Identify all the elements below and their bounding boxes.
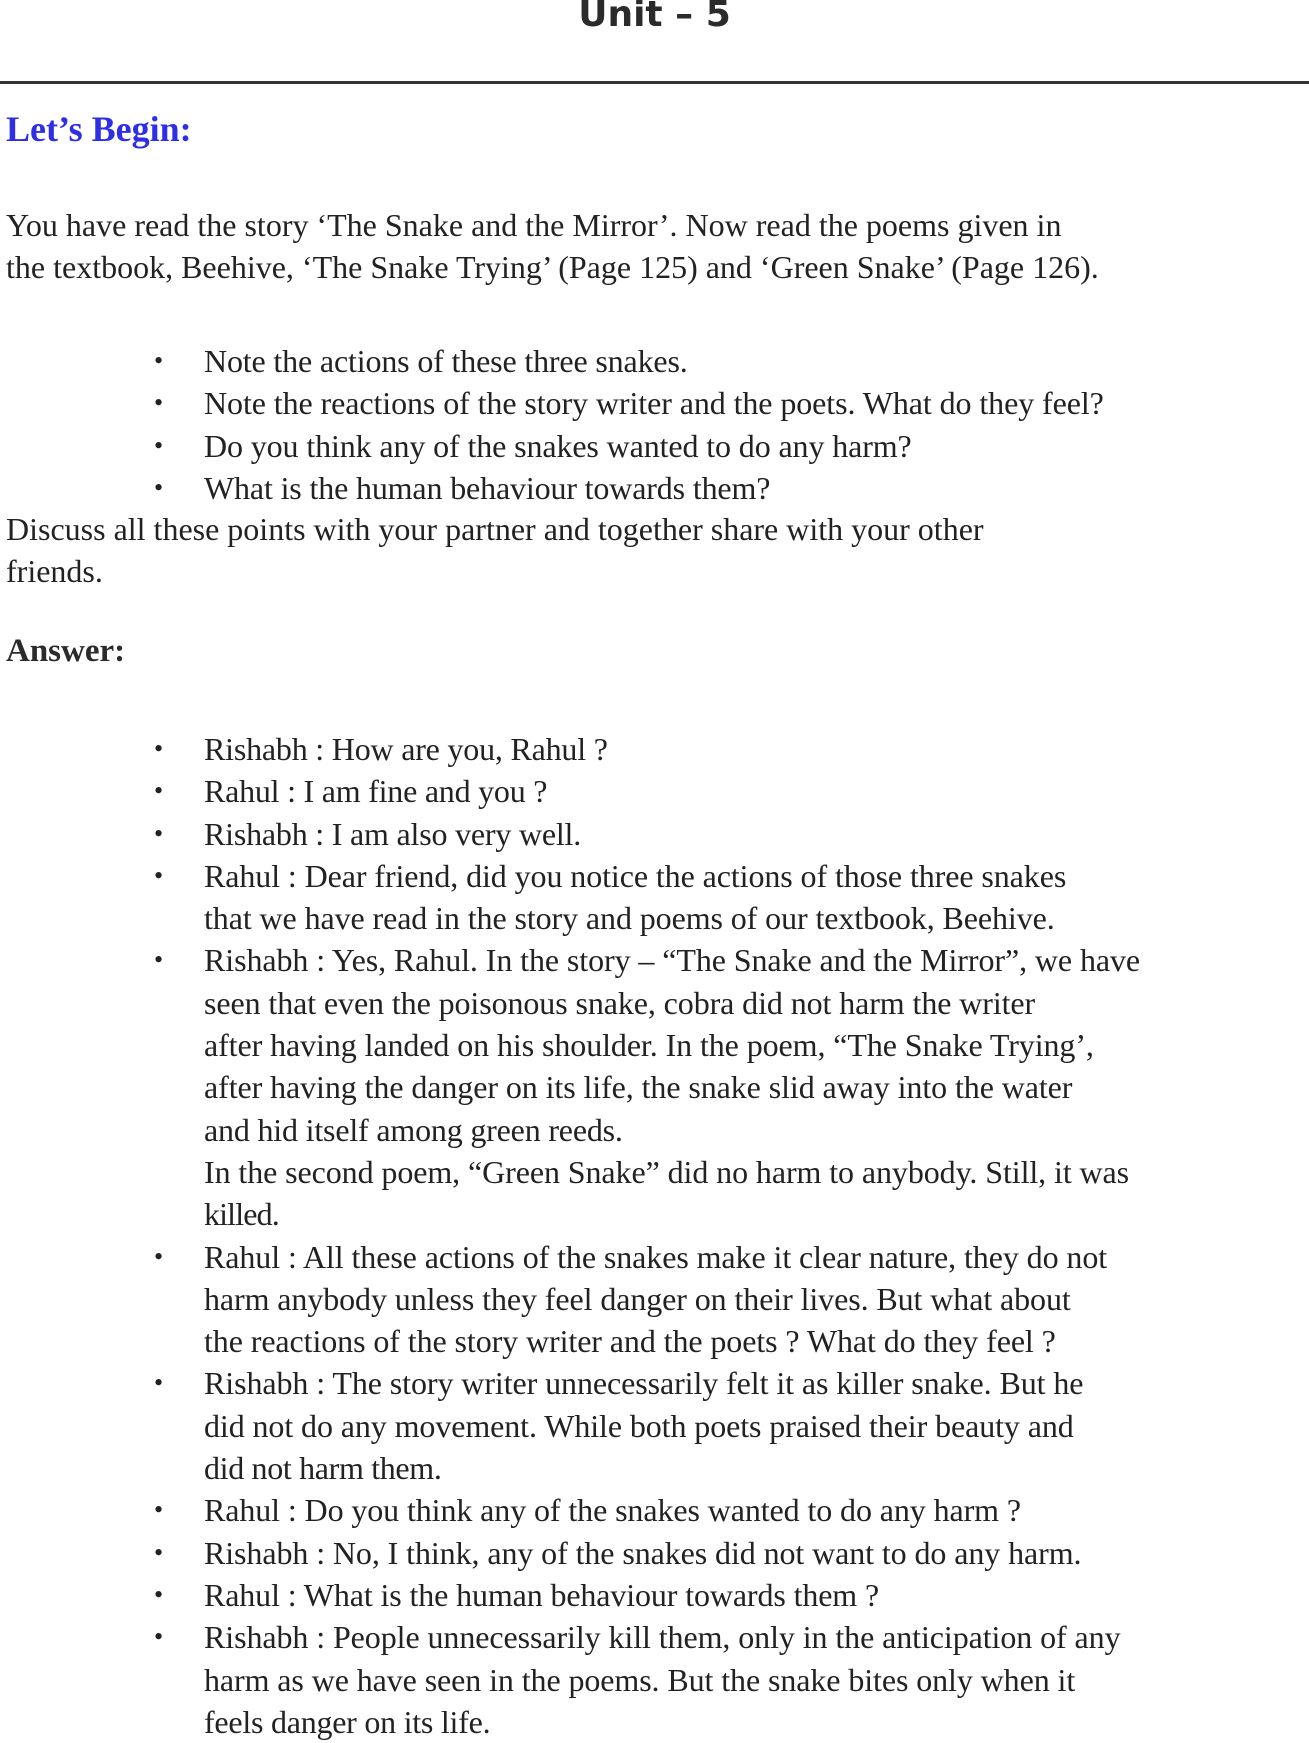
- bullet-icon: •: [154, 945, 164, 975]
- list-item: [6, 1362, 1306, 1489]
- list-item-line: feels danger on its life.: [204, 1703, 491, 1740]
- bullet-icon: •: [154, 1579, 164, 1609]
- list-item-line: seen that even the poisonous snake, cobra did not harm the writer: [204, 984, 1036, 1021]
- intro-paragraph: [6, 204, 1099, 289]
- list-item-line: Rahul : All these actions of the snakes make it clear nature, they do not: [204, 1238, 1108, 1275]
- list-item-line: Note the reactions of the story writer and the poets. What do they feel?: [204, 385, 1104, 422]
- bullet-icon: •: [154, 818, 164, 848]
- list-item-line: did not do any movement. While both poets praised their beauty and: [204, 1407, 1074, 1444]
- list-item: [6, 425, 1306, 467]
- bullet-icon: •: [154, 430, 164, 460]
- list-item: [6, 1532, 1306, 1574]
- list-item-line: Rishabh : The story writer unnecessarily felt it as killer snake. But he: [204, 1365, 1084, 1402]
- bullet-icon: •: [154, 1495, 164, 1525]
- bullet-icon: •: [154, 1622, 164, 1652]
- bullet-icon: •: [154, 346, 164, 375]
- question-list: [6, 340, 1306, 509]
- list-item-line: Rishabh : Yes, Rahul. In the story – “The Snake and the Mirror”, we have: [204, 942, 1141, 979]
- list-item-line: after having the danger on its life, the snake slid away into the water: [204, 1069, 1073, 1106]
- list-item-line: Rishabh : People unnecessarily kill them, only in the anticipation of any: [204, 1619, 1121, 1656]
- list-item: [6, 1236, 1306, 1363]
- list-item-line: Rishabh : I am also very well.: [204, 815, 582, 852]
- answer-label: Answer:: [6, 633, 126, 669]
- list-item-line: Rishabh : How are you, Rahul ?: [204, 731, 608, 767]
- list-item-line: In the second poem, “Green Snake” did no harm to anybody. Still, it was: [204, 1153, 1130, 1190]
- list-item-line: the reactions of the story writer and the poets ? What do they feel ?: [204, 1323, 1056, 1360]
- section-heading: Let’s Begin:: [6, 109, 192, 149]
- bullet-icon: •: [154, 776, 164, 806]
- list-item-line: Rahul : Do you think any of the snakes wanted to do any harm ?: [204, 1492, 1021, 1529]
- bullet-icon: •: [154, 1537, 164, 1567]
- text-line: friends.: [6, 553, 103, 590]
- list-item-line: Do you think any of the snakes wanted to do any harm?: [204, 427, 912, 464]
- list-item-line: did not harm them.: [204, 1450, 442, 1487]
- list-item-line: harm anybody unless they feel danger on their lives. But what about: [204, 1280, 1071, 1317]
- list-item: [6, 728, 1306, 770]
- list-item-line: Rishabh : No, I think, any of the snakes did not want to do any harm.: [204, 1534, 1082, 1571]
- list-item-line: What is the human behaviour towards them?: [204, 469, 771, 506]
- header-divider: [0, 81, 1309, 84]
- list-item-line: killed.: [204, 1196, 279, 1233]
- list-item-line: that we have read in the story and poems of our textbook, Beehive.: [204, 900, 1055, 937]
- list-item: [6, 1489, 1306, 1531]
- text-line: Discuss all these points with your partner and together share with your other: [6, 511, 984, 547]
- text-line: the textbook, Beehive, ‘The Snake Trying’ (Page 125) and ‘Green Snake’ (Page 126).: [6, 249, 1099, 286]
- list-item-line: and hid itself among green reeds.: [204, 1111, 623, 1148]
- list-item: [6, 1574, 1306, 1616]
- list-item-line: Rahul : Dear friend, did you notice the actions of those three snakes: [204, 857, 1067, 894]
- answer-list: [6, 728, 1306, 1743]
- list-item: [6, 1616, 1306, 1743]
- bullet-icon: •: [154, 1368, 164, 1398]
- bullet-icon: •: [154, 860, 164, 890]
- bullet-icon: •: [154, 472, 164, 502]
- list-item: [6, 467, 1306, 509]
- list-item-line: harm as we have seen in the poems. But the snake bites only when it: [204, 1661, 1076, 1698]
- list-item-line: after having landed on his shoulder. In the poem, “The Snake Trying’,: [204, 1027, 1094, 1064]
- list-item: [6, 939, 1306, 1235]
- bullet-icon: •: [154, 1241, 164, 1271]
- bullet-icon: •: [154, 388, 164, 418]
- list-item: [6, 770, 1306, 812]
- list-item-line: Rahul : What is the human behaviour towards them ?: [204, 1576, 880, 1613]
- list-item-line: Rahul : I am fine and you ?: [204, 773, 548, 810]
- text-line: You have read the story ‘The Snake and the Mirror’. Now read the poems given in: [6, 207, 1062, 243]
- list-item: [6, 382, 1306, 424]
- list-item: [6, 340, 1306, 382]
- unit-title: Unit – 5: [578, 0, 731, 35]
- bullet-icon: •: [154, 734, 164, 763]
- list-item-line: Note the actions of these three snakes.: [204, 343, 688, 379]
- list-item: [6, 813, 1306, 855]
- list-item: [6, 855, 1306, 940]
- discuss-paragraph: [6, 508, 984, 593]
